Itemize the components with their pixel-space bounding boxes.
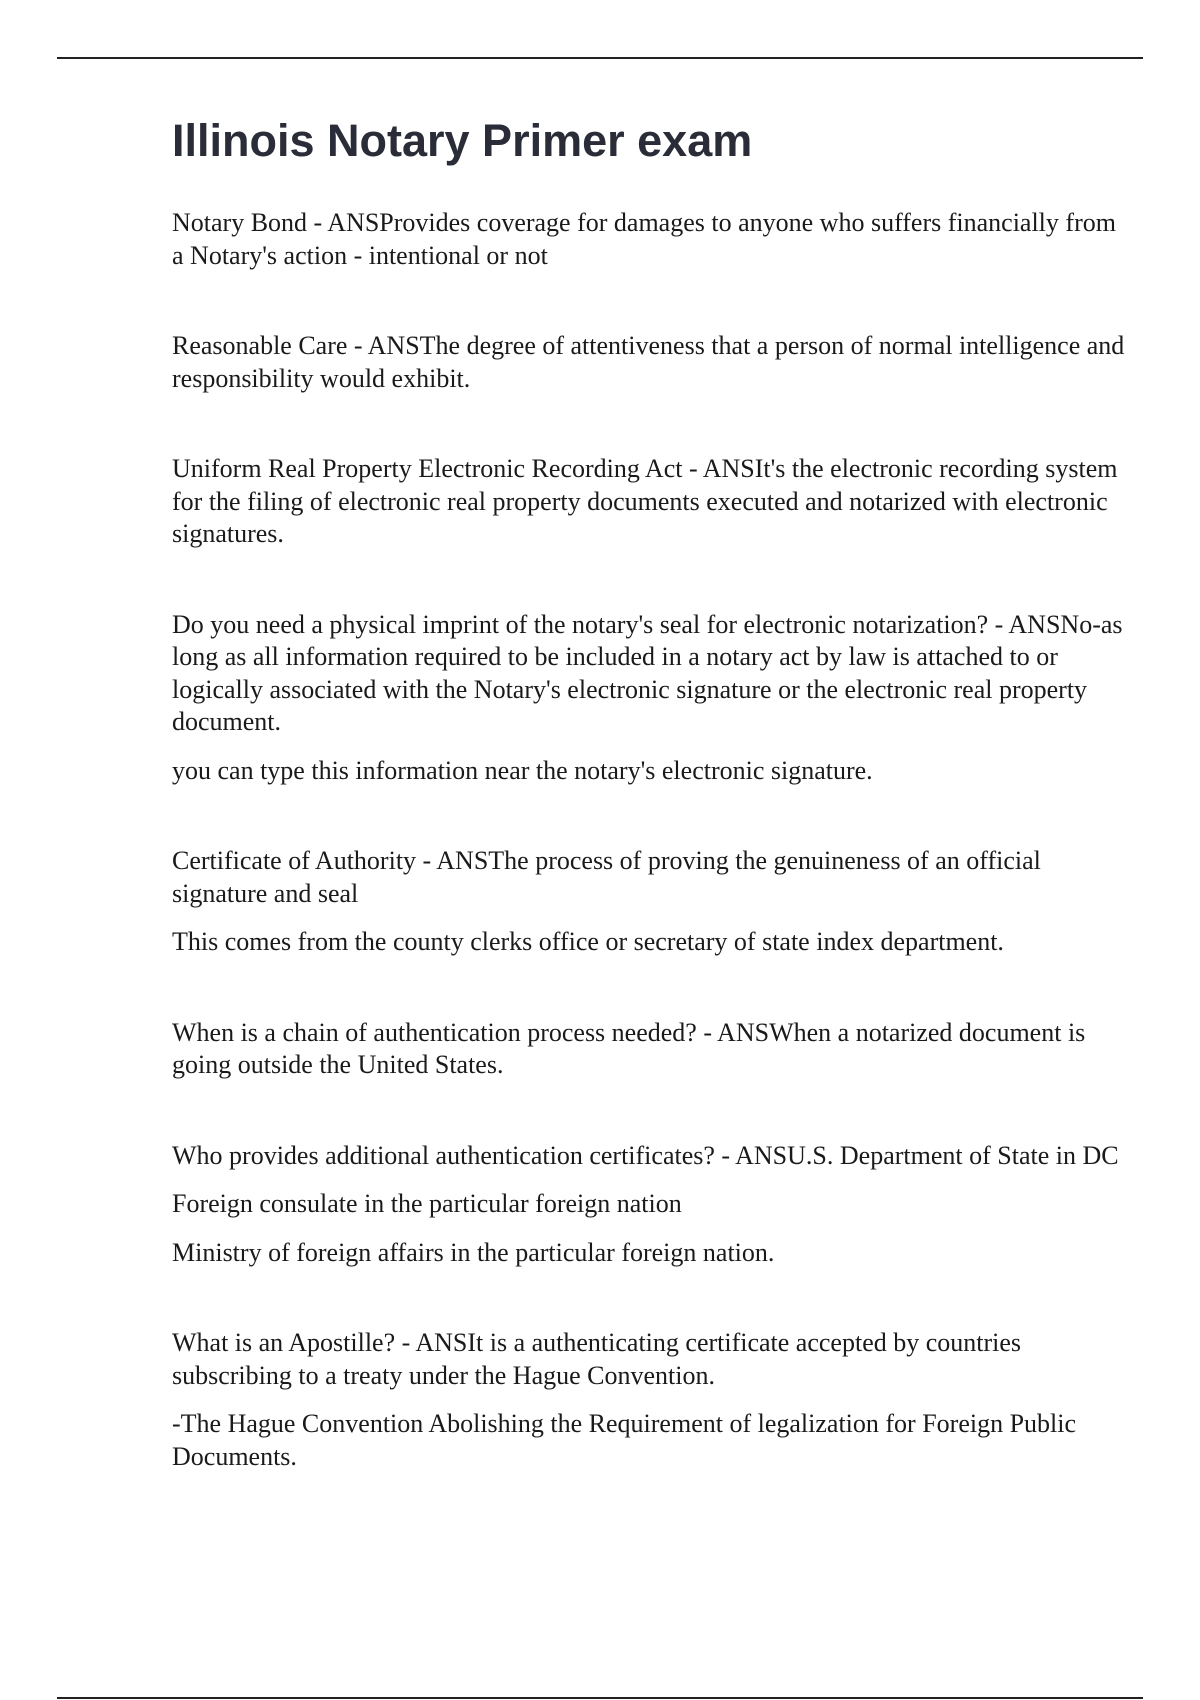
qa-entry	[172, 1017, 1127, 1082]
entry-paragraph: What is an Apostille? - ANSIt is a authenticating certificate accepted by countries subscribing to a treaty under the Hague Convention.	[172, 1328, 1022, 1390]
entry-paragraph: Ministry of foreign affairs in the particular foreign nation.	[172, 1237, 775, 1267]
qa-entry	[172, 207, 1127, 272]
entry-paragraph: you can type this information near the notary's electronic signature.	[172, 755, 873, 785]
qa-entry	[172, 1327, 1127, 1473]
entry-paragraph: -The Hague Convention Abolishing the Requirement of legalization for Foreign Public Documents.	[172, 1409, 1077, 1471]
qa-entry	[172, 453, 1127, 551]
entry-paragraph: Do you need a physical imprint of the notary's seal for electronic notarization? - ANSNo-as long as all information required to be included in a notary act by law is attached to or logically associated with the Notary's electronic signature or the electronic real property document.	[172, 609, 1123, 736]
entry-paragraph: This comes from the county clerks office or secretary of state index department.	[172, 927, 1004, 956]
top-divider	[57, 57, 1143, 59]
entry-paragraph: Uniform Real Property Electronic Recording Act - ANSIt's the electronic recording system for the filing of electronic real property documents executed and notarized with electronic signatures.	[172, 454, 1118, 548]
qa-entry	[172, 845, 1127, 959]
entry-paragraph: Certificate of Authority - ANSThe process of proving the genuineness of an official signature and seal	[172, 846, 1041, 908]
page-title: Illinois Notary Primer exam	[172, 115, 753, 166]
qa-entry	[172, 330, 1127, 395]
document-body	[172, 112, 1127, 1531]
entry-paragraph: Reasonable Care - ANSThe degree of attentiveness that a person of normal intelligence and responsibility would exhibit.	[172, 331, 1125, 393]
entry-paragraph: Foreign consulate in the particular foreign nation	[172, 1189, 682, 1218]
bottom-divider	[57, 1697, 1143, 1699]
entry-paragraph: Who provides additional authentication certificates? - ANSU.S. Department of State in DC	[172, 1140, 1119, 1170]
qa-entry	[172, 609, 1127, 788]
entry-paragraph: When is a chain of authentication process needed? - ANSWhen a notarized document is going outside the United States.	[172, 1017, 1086, 1079]
qa-entry	[172, 1140, 1127, 1270]
entry-paragraph: Notary Bond - ANSProvides coverage for damages to anyone who suffers financially from a Notary's action - intentional or not	[172, 208, 1116, 270]
